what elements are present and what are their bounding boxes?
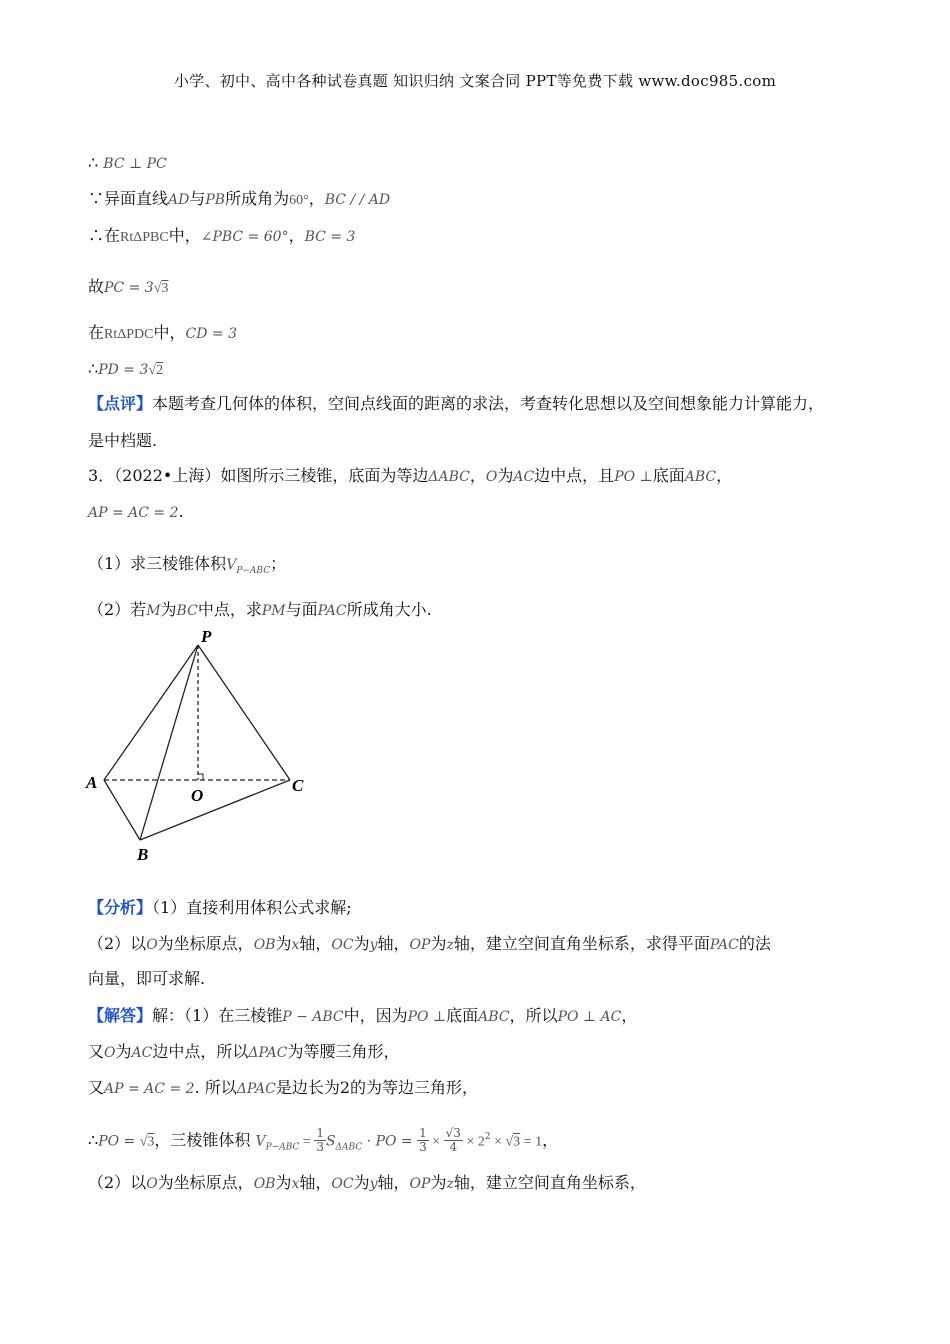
frac-den: 3 [316,1140,324,1155]
pyramid-figure [80,625,320,870]
text: 为 [160,600,177,619]
text: 向量，即可求解. [88,969,206,988]
edge-pb [140,645,198,840]
text: 又 [88,1042,105,1061]
text: 中，因为 [343,1006,408,1025]
question-3-line-1 [88,465,732,488]
text: ，三棱锥体积 [154,1130,251,1150]
math-expr: = 1 [520,1134,543,1150]
text: ， [288,226,305,245]
math-expr: OB [253,1176,276,1192]
math-expr: BC / / AD [324,192,391,208]
comment-line-2 [88,430,157,452]
text: ， [469,466,486,485]
math-expr: × 2 [462,1134,485,1150]
math-subscript: ΔABC [335,1142,363,1153]
text: 为 [430,934,447,953]
label-p: P [201,627,212,646]
math-expr: × [490,1134,506,1150]
math-expr: × [428,1134,444,1150]
text: ， [308,189,325,208]
math-expr: OB [253,937,276,953]
text: ； [270,554,287,573]
math-expr: AP = AC = 2 [88,505,179,521]
math-expr: CD = 3 [185,326,237,342]
text: 为 [275,1173,292,1192]
comment-line-1 [88,393,824,415]
line-pc: 故PC = 3√3 [88,277,169,296]
question-part-1 [88,553,286,582]
text: 所成角为 [225,189,290,208]
math-radicand: 3 [513,1134,521,1150]
text: 所成角大小. [346,600,432,619]
label-b: B [137,845,149,864]
text: 3．（2022•上海）如图所示三棱锥，底面为等边 [88,466,429,485]
line-bc-perp-pc [88,152,167,175]
label-a: A [86,773,98,792]
math-expr: x [291,1176,300,1192]
math-expr: PAC [317,603,347,619]
math-expr: y [369,1176,378,1192]
analysis-line-2 [88,933,771,956]
label-o: O [191,786,204,805]
math-expr: PO ⊥ AC [557,1009,622,1025]
text: 解：（1）在三棱锥 [152,1006,283,1025]
text: 为等腰三角形， [287,1042,400,1061]
math-expr: ΔPAC [248,1045,288,1061]
edge-pc [198,645,290,780]
math-expr: PAC [709,937,739,953]
edge-ab [104,780,140,840]
text: . 所以 [194,1078,237,1097]
answer-line-5 [88,1172,646,1195]
math-expr: V [226,557,237,573]
math-expr: ABC [478,1009,510,1025]
math-expr: RtΔPBC [120,230,169,245]
math-expr: PD = 3 [98,362,149,378]
math-expr: PO ⊥ [614,469,653,485]
edge-bc [140,780,290,840]
math-expr: V [255,1133,266,1150]
analysis-tag: 【分析】 [88,898,153,917]
text: . [178,502,184,521]
math-expr: O [485,469,498,485]
comment-tag: 【点评】 [88,394,153,413]
text: ∴在 [88,226,121,245]
math-expr: AC [131,1045,153,1061]
text: ， [542,1130,559,1150]
math-superscript: 2 [484,1132,491,1142]
text: 是边长为2的为等边三角形， [275,1078,478,1097]
page-header: 小学、初中、高中各种试卷真题 知识归纳 文案合同 PPT等免费下载 www.doc985.com [173,72,777,90]
text: 中点，求 [197,600,262,619]
text: （1）求三棱锥体积 [88,554,227,573]
text: ∴ [88,359,99,378]
text: 轴，建立空间直角坐标系，求得平面 [453,934,710,953]
text: 为 [430,1173,447,1192]
answer-line-2 [88,1041,399,1064]
frac-den: 4 [449,1140,458,1155]
text: ， [716,466,733,485]
line-rt-pbc [88,225,355,249]
fraction-root3-over-4 [444,1127,463,1154]
answer-line-3 [88,1077,478,1100]
text: 底面 [652,466,685,485]
text: 边中点，所以 [152,1042,249,1061]
math-expr: y [369,937,378,953]
answer-tag: 【解答】 [88,1006,153,1025]
text: 与面 [285,600,318,619]
answer-line-1 [88,1005,637,1028]
text: （1）直接利用体积公式求解; [152,898,352,917]
fraction-one-third [314,1127,326,1154]
text: 为 [497,466,514,485]
frac-num: √3 [445,1126,461,1141]
math-radicand: 3 [161,281,169,296]
text: 轴， [299,1173,332,1192]
text: 本题考查几何体的体积，空间点线面的距离的求法，考查转化思想以及空间想象能力计算能力， [152,394,825,413]
math-expr: BC = 3 [304,229,356,245]
math-expr: M [146,603,161,619]
math-radicand: 3 [147,1134,155,1150]
text: 为坐标原点， [157,934,254,953]
text: 为 [353,1173,370,1192]
math-expr: PM [261,603,286,619]
math-subscript: P−ABC [265,1142,300,1153]
math-expr: P − ABC [282,1009,344,1025]
answer-line-4: ∴PO = √3，三棱锥体积 $V_{P-ABC}$ = $\frac{1}{3}$ $S_{\Delta ABC}$ · PO = $\frac{1}{3}$ × $\frac{√3}{4}$ × $2^2 \times √3 = 1$， [88,1126,559,1155]
text: ∵异面直线 [88,189,169,208]
line-pd: ∴PD = 3√2 [88,359,164,378]
text: 轴， [377,934,410,953]
text: ∴ [88,1130,99,1150]
math-expr: PO = [98,1133,140,1150]
math-expr: AD [168,192,190,208]
text: 边中点，且 [534,466,615,485]
math-expr: AP = AC = 2 [104,1081,195,1097]
math-expr: O [104,1045,116,1061]
math-expr: BC ⊥ PC [103,156,167,172]
math-expr: PB [205,192,226,208]
text: 故 [88,277,105,296]
text: 又 [88,1078,105,1097]
frac-den: 3 [419,1140,427,1155]
math-expr: BC [176,603,198,619]
math-expr: · PO = [362,1133,418,1150]
label-c: C [292,776,304,795]
text: 中， [168,226,201,245]
analysis-line-3 [88,968,205,990]
text: 的法 [738,934,771,953]
text: （2）以 [88,934,147,953]
text: ， [621,1006,638,1025]
line-rt-pdc [88,322,237,346]
text: （2）若 [88,600,147,619]
text: 在 [88,323,105,342]
math-expr: 60° [289,193,309,208]
math-expr: z [446,1176,454,1192]
text: 为坐标原点， [157,1173,254,1192]
math-expr: PC = 3 [104,280,154,296]
math-expr: OC [331,1176,354,1192]
math-expr: OP [409,1176,431,1192]
right-angle-mark [198,774,203,780]
text: 为 [275,934,292,953]
math-expr: PO ⊥ [407,1009,447,1025]
math-expr: ∠PBC = 60° [200,229,289,245]
text: 是中档题. [88,431,158,450]
math-expr: ΔPAC [236,1081,276,1097]
math-radicand: 2 [156,363,164,378]
therefore-sym: ∴ [88,153,99,172]
text: 为 [353,934,370,953]
fraction-one-third-2 [417,1127,429,1154]
question-part-2 [88,599,432,622]
math-expr: O [146,937,158,953]
math-expr: = [299,1134,315,1150]
math-expr: ΔABC [428,469,470,485]
math-expr: x [291,937,300,953]
frac-num: 1 [316,1126,324,1141]
line-skew-lines [88,188,390,212]
text: 底面 [446,1006,479,1025]
question-3-line-2 [88,501,184,524]
math-expr: z [446,937,454,953]
math-expr: ABC [684,469,717,485]
edge-pa [104,645,198,780]
text: 轴，建立空间直角坐标系， [453,1173,646,1192]
math-subscript: P−ABC [236,566,271,577]
text: 为 [115,1042,132,1061]
analysis-line-1 [88,897,352,919]
text: （2）以 [88,1173,147,1192]
text: 轴， [377,1173,410,1192]
math-expr: O [146,1176,158,1192]
math-expr: RtΔPDC [104,327,154,342]
text: 中， [153,323,186,342]
math-expr: OC [331,937,354,953]
math-expr: AC [513,469,535,485]
math-expr: OP [409,937,431,953]
frac-num: 1 [419,1126,427,1141]
math-expr: S [325,1133,336,1150]
text: ，所以 [509,1006,558,1025]
text: 与 [189,189,206,208]
text: 轴， [299,934,332,953]
